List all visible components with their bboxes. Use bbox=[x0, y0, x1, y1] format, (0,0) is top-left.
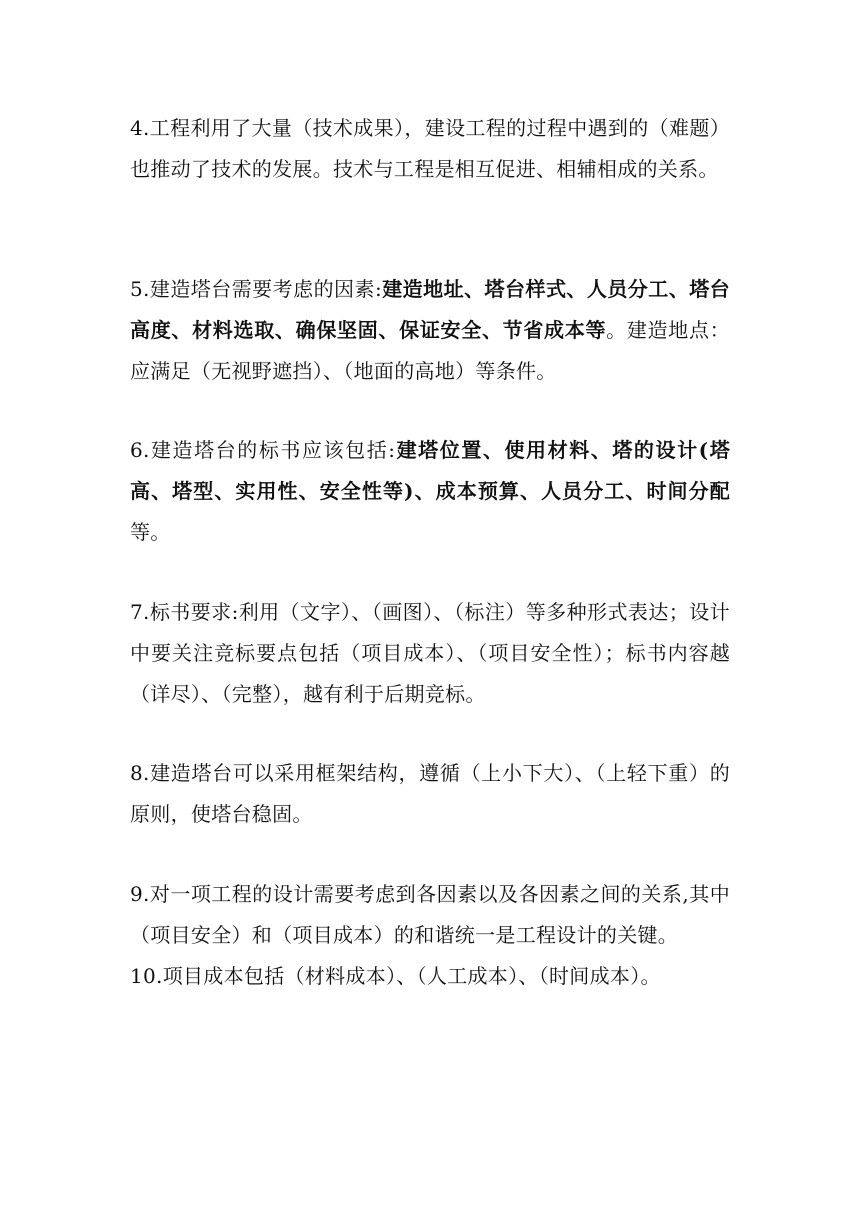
paragraph-item-9 bbox=[130, 874, 730, 956]
paragraph-item-7 bbox=[130, 592, 730, 715]
item-5-lead-text: 5.建造塔台需要考虑的因素: bbox=[130, 277, 383, 301]
item-6-bold-contents: 建塔位置、使用材料、塔的设计(塔高、塔型、实用性、安全性等)、成本预算、人员分工、时间分配 bbox=[130, 438, 730, 503]
paragraph-item-6 bbox=[130, 430, 730, 553]
paragraph-item-8 bbox=[130, 753, 730, 835]
item-6-tail-text: 等。 bbox=[130, 520, 171, 544]
paragraph-item-4 bbox=[130, 108, 730, 190]
paragraph-item-5 bbox=[130, 269, 730, 392]
item-9-text: 9.对一项工程的设计需要考虑到各因素以及各因素之间的关系,其中（项目安全）和（项目成本）的和谐统一是工程设计的关键。 bbox=[130, 882, 730, 947]
item-10-text: 10.项目成本包括（材料成本）、（人工成本）、（时间成本）。 bbox=[130, 964, 661, 988]
item-6-lead-text: 6.建造塔台的标书应该包括: bbox=[130, 438, 396, 462]
item-8-text: 8.建造塔台可以采用框架结构，遵循（上小下大）、（上轻下重）的原则，使塔台稳固。 bbox=[130, 761, 730, 826]
paragraph-item-10 bbox=[130, 956, 730, 997]
item-5-bold-factors: 建造地址、塔台样式、人员分工、塔台高度、材料选取、确保坚固、保证安全、节省成本等 bbox=[130, 277, 730, 342]
item-7-text: 7.标书要求:利用（文字）、（画图）、（标注）等多种形式表达；设计中要关注竞标要点包括（项目成本）、（项目安全性）；标书内容越（详尽）、（完整），越有利于后期竞标。 bbox=[130, 600, 730, 706]
item-5-tail-text: 。建造地点：应满足（无视野遮挡）、（地面的高地）等条件。 bbox=[130, 318, 730, 383]
item-4-text: 4.工程利用了大量（技术成果），建设工程的过程中遇到的（难题）也推动了技术的发展。技术与工程是相互促进、相辅相成的关系。 bbox=[130, 116, 730, 181]
